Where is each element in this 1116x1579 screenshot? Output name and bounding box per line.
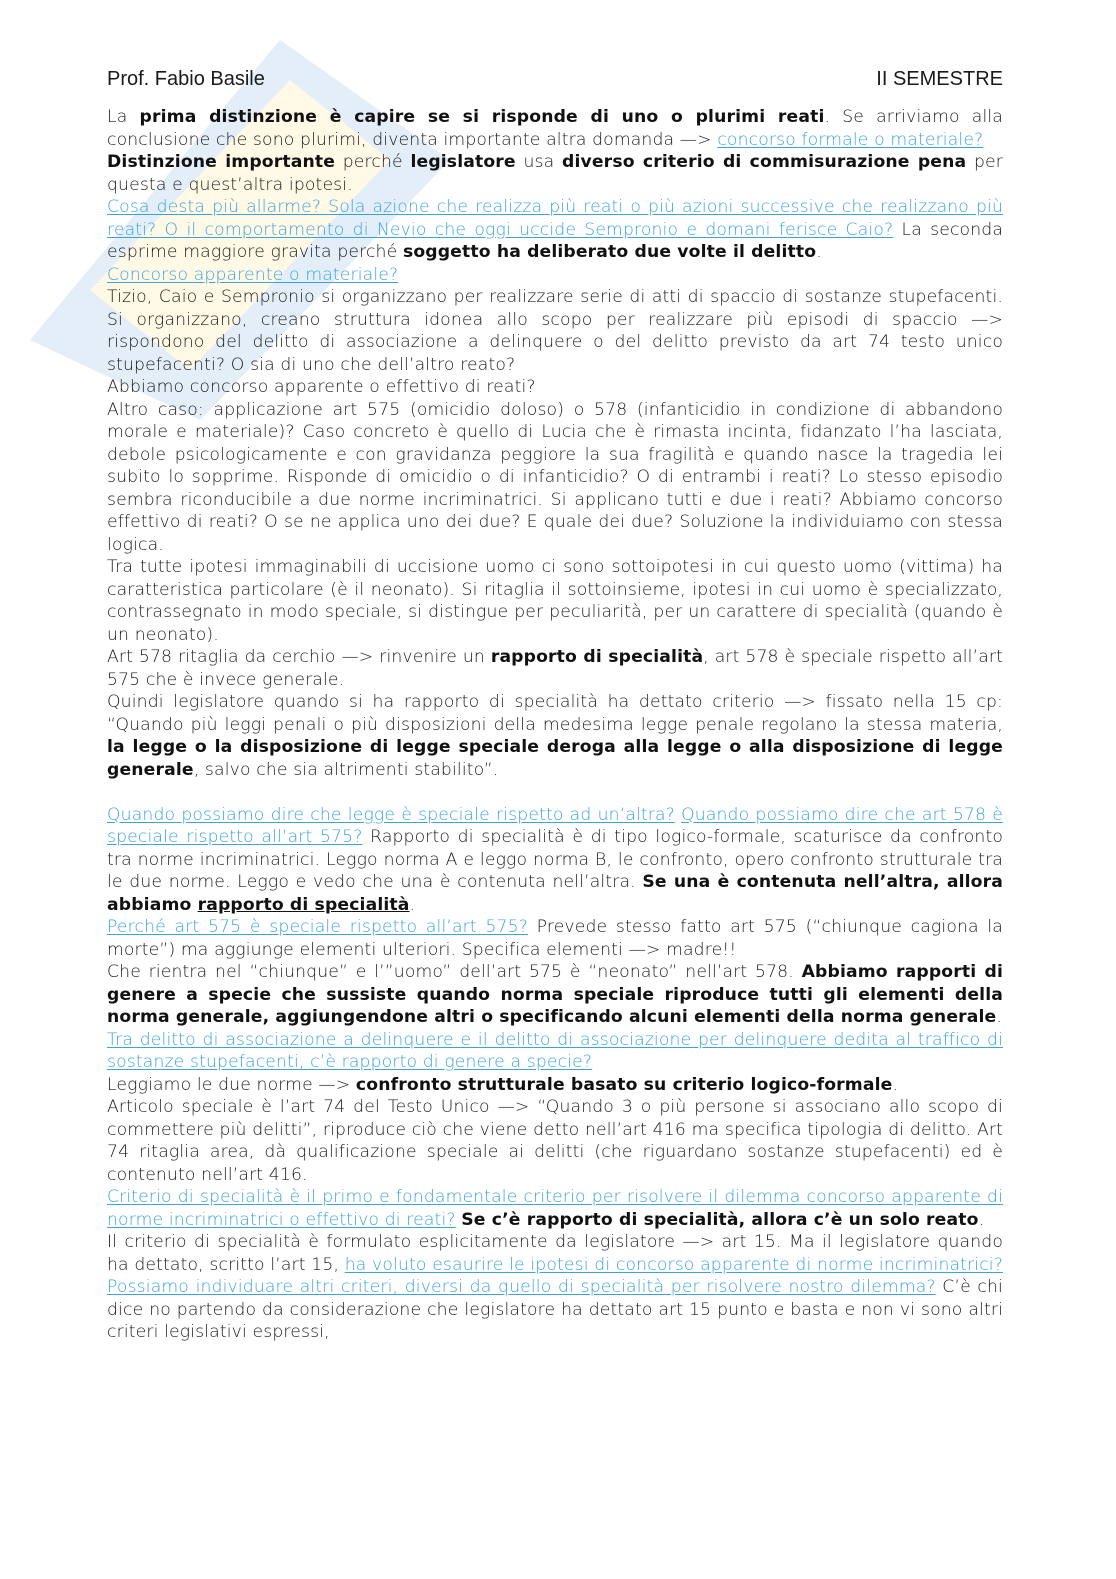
paragraph: [107, 1096, 1003, 1186]
bold-text: diverso criterio di commisurazione pena: [562, 152, 967, 172]
paragraph: [107, 691, 1003, 781]
bold-text: soggetto ha deliberato due volte il delitto: [402, 242, 817, 262]
text-run: Altro caso: applicazione art 575 (omicidio doloso) o 578 (infanticidio in condizione di abbandono morale e materiale)? Caso concreto è quello di Lucia che è rimasta incinta, fidanzato l’ha lasciata, debole psicologicamente e con gravidanza peggiore la sua fragilità e quando nasce la tragedia lei subito lo sopprime. Risponde di omicidio o di infanticidio? O di entrambi i reati? Lo stesso episodio sembra riconducibile a due norme incriminatrici. Si applicano tutti e due i reati? Abbiamo concorso effettivo di reati? O se ne applica uno dei due? E quale dei due? Soluzione la individuiamo con stessa logica.: [107, 399, 1003, 555]
bold-text: Se c’è rapporto di specialità, allora c’è un solo reato: [461, 1209, 979, 1230]
paragraph: [107, 1186, 1003, 1231]
paragraph: [107, 646, 1003, 691]
text-run: , art 578 è speciale rispetto all’art 575 che è invece generale.: [107, 647, 1004, 690]
text-run: Abbiamo concorso apparente o effettivo di reati?: [107, 377, 536, 397]
paragraph: [107, 106, 1003, 151]
paragraph: [107, 399, 1003, 557]
bold-text: rapporto di specialità: [490, 647, 704, 667]
question-link[interactable]: Perché art 575 è speciale rispetto all’art 575?: [107, 917, 528, 937]
text-run: Leggiamo le due norme —>: [107, 1074, 356, 1095]
text-run: Articolo speciale è l’art 74 del Testo Unico —> “Quando 3 o più persone si associano allo scopo di commettere più delitti”, riproduce ciò che viene detto nell’art 416 ma specifica tipologia di delitto. Art 74 ritaglia area, dà qualificazione speciale ai delitti (che riguardano sostanze stupefacenti) ed è contenuto nell’art 416.: [107, 1097, 1003, 1185]
text-run: .: [816, 242, 822, 262]
text-run: Quindi legislatore quando si ha rapporto di specialità ha dettato criterio —> fissato nella 15 cp: “Quando più leggi penali o più disposizioni della medesima legge penale regolano la stessa materia,: [107, 692, 1003, 735]
bold-text: Distinzione importante: [107, 152, 336, 172]
text-run: .: [892, 1074, 899, 1095]
bold-text: confronto strutturale basato su criterio logico-formale: [355, 1074, 893, 1095]
paragraph: [107, 264, 1003, 287]
text-run: Che rientra nel “chiunque” e l’”uomo” dell’art 575 è “neonato” nell’art 578.: [107, 962, 802, 982]
question-link[interactable]: Concorso apparente o materiale?: [107, 264, 399, 285]
bold-text: Abbiamo rapporti di genere a specie che sussiste quando norma speciale riproduce tutti gli elementi della norma generale, aggiungendone altri o specificando alcuni elementi della norma generale: [107, 962, 1003, 1027]
paragraph: [107, 961, 1003, 1029]
paragraph: [107, 376, 1003, 399]
text-run: .: [409, 894, 416, 915]
paragraph-spacer: [107, 781, 1003, 804]
text-run: Tizio, Caio e Sempronio si organizzano per realizzare serie di atti di spaccio di sostanze stupefacenti. Si organizzano, creano struttura idonea allo scopo per realizzare più episodi di spaccio —> rispondono del delitto di associazione a delinquere o del delitto previsto da art 74 testo unico stupefacenti? O sia di uno che dell’altro reato?: [107, 287, 1003, 375]
paragraph: [107, 556, 1003, 646]
paragraph: [107, 196, 1003, 264]
page-header: [107, 68, 1003, 91]
text-run: La seconda esprime maggiore gravita perché: [107, 219, 1004, 262]
paragraph: [107, 286, 1003, 376]
text-run: Rapporto di specialità è di tipo logico-formale, scaturisce da confronto tra norme incriminatrici. Leggo norma A e leggo norma B, le confronto, opero confronto strutturale tra le due norme. Leggo e vedo che una è contenuta nell’altra.: [107, 827, 1003, 892]
bold-text: prima distinzione è capire se si risponde di uno o plurimi reati: [139, 107, 825, 127]
question-link[interactable]: Criterio di specialità è il primo e fondamentale criterio per risolvere il dilemma concorso apparente di norme incriminatrici o effettivo di reati?: [107, 1187, 1003, 1230]
question-link[interactable]: Quando possiamo dire che art 578 è speciale rispetto all’art 575?: [107, 804, 1003, 847]
question-link[interactable]: Tra delitto di associazione a delinquere e il delitto di associazione per delinquere dedita al traffico di sostanze stupefacenti, c’è rapporto di genere a specie?: [107, 1029, 1003, 1072]
bold-text: Se una è contenuta nell’altra, allora abbiamo: [107, 872, 1003, 915]
text-run: usa: [515, 152, 563, 172]
semester-label: II SEMESTRE: [876, 68, 1003, 90]
text-run: Il criterio di specialità è formulato esplicitamente da legislatore —> art 15. Ma il legislatore quando ha dettato, scritto l’art 15,: [107, 1232, 1003, 1275]
paragraph: [107, 151, 1003, 196]
text-run: perché: [335, 152, 411, 172]
text-run: C’è chi dice no partendo da considerazione che legislatore ha dettato art 15 punto e basta e non vi sono altri criteri legislativi espressi,: [107, 1277, 1003, 1342]
paragraph: [107, 1074, 1003, 1097]
question-link[interactable]: ha voluto esaurire le ipotesi di concorso apparente di norme incriminatrici? Possiamo individuare altri criteri, diversi da quello di specialità per risolvere nostro dilemma?: [107, 1254, 1003, 1297]
text-run: , salvo che sia altrimenti stabilito”.: [193, 759, 499, 780]
document-body: [107, 106, 1003, 1344]
text-run: .: [978, 1209, 985, 1230]
question-link[interactable]: Quando possiamo dire che legge è speciale rispetto ad un’altra?: [107, 804, 675, 825]
text-run: Tra tutte ipotesi immaginabili di uccisione uomo ci sono sottoipotesi in cui questo uomo (vittima) ha caratteristica particolare (è il neonato). Si ritaglia il sottoinsieme, ipotesi in cui uomo è specializzato, contrassegnato in modo speciale, si distingue per peculiarità, per un carattere di specialità (quando è un neonato).: [107, 557, 1003, 645]
paragraph: [107, 804, 1003, 917]
question-link[interactable]: Cosa desta più allarme? Sola azione che realizza più reati o più azioni successive che realizzano più reati? O il comportamento di Nevio che oggi uccide Sempronio e domani ferisce Caio?: [107, 197, 1003, 240]
bold-text: la legge o la disposizione di legge speciale deroga alla legge o alla disposizione di legge generale: [107, 737, 1003, 780]
text-run: Art 578 ritaglia da cerchio —> rinvenire un: [107, 647, 491, 667]
text-run: per questa e quest’altra ipotesi.: [107, 152, 1003, 195]
text-run: Prevede stesso fatto art 575 (“chiunque cagiona la morte”) ma aggiunge elementi ulteriori. Specifica elementi —> madre!!: [107, 917, 1003, 960]
text-run: La: [107, 107, 140, 127]
bold-text: rapporto di specialità: [197, 894, 410, 915]
question-link[interactable]: concorso formale o materiale?: [717, 129, 984, 150]
bold-text: legislatore: [410, 152, 516, 172]
paragraph: [107, 916, 1003, 961]
text-run: . Se arriviamo alla conclusione che sono plurimi, diventa importante altra domanda —>: [107, 107, 1003, 150]
paragraph: [107, 1231, 1003, 1344]
text-run: .: [996, 1007, 1002, 1027]
author-name: Prof. Fabio Basile: [107, 68, 265, 90]
paragraph: [107, 1029, 1003, 1074]
